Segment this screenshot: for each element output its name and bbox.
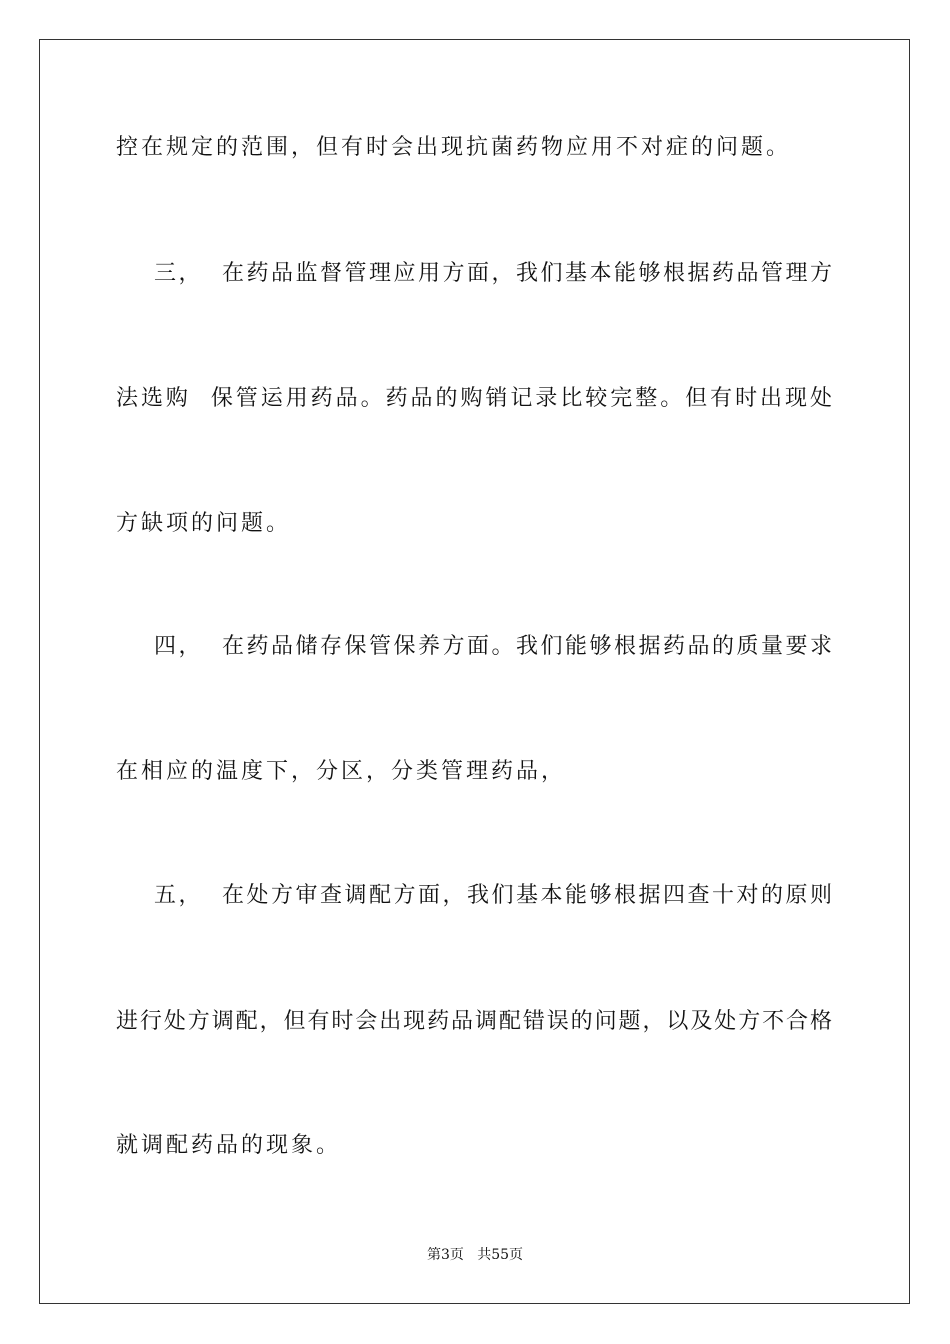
- paragraph-line: 在相应的温度下，分区，分类管理药品，: [116, 759, 567, 784]
- paragraph-line: 法选购 保管运用药品。药品的购销记录比较完整。但有时出现处: [116, 386, 832, 411]
- page-number-footer: 第3页 共55页: [426, 1247, 524, 1263]
- paragraph-line: 进行处方调配，但有时会出现药品调配错误的问题，以及处方不合格: [116, 1009, 832, 1034]
- paragraph-line: 三， 在药品监督管理应用方面，我们基本能够根据药品管理方: [116, 261, 832, 286]
- paragraph-line: 控在规定的范围，但有时会出现抗菌药物应用不对症的问题。: [116, 135, 792, 160]
- paragraph-line: 就调配药品的现象。: [116, 1133, 342, 1158]
- page-border: [39, 39, 910, 1304]
- paragraph-line: 五， 在处方审查调配方面，我们基本能够根据四查十对的原则: [116, 883, 832, 908]
- paragraph-line: 四， 在药品储存保管保养方面。我们能够根据药品的质量要求: [116, 634, 832, 659]
- paragraph-line: 方缺项的问题。: [116, 511, 292, 536]
